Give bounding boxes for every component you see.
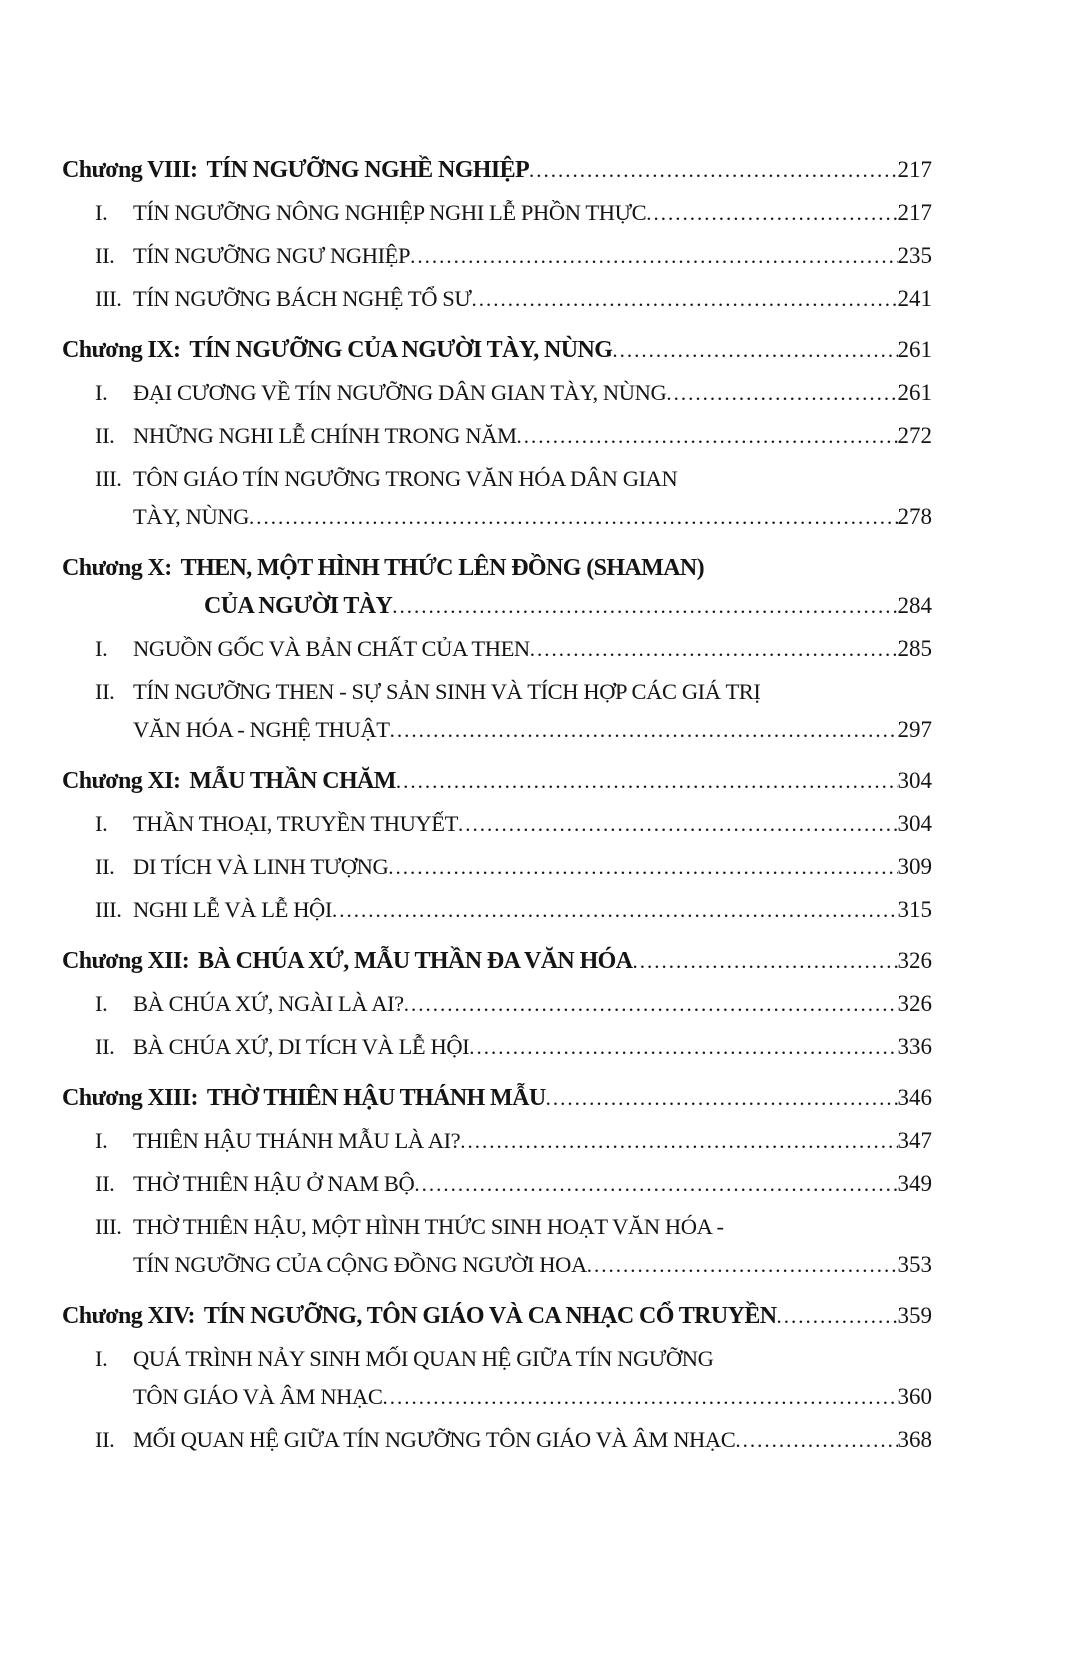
item-numeral: III. xyxy=(95,466,122,491)
dot-leader xyxy=(517,417,898,455)
dot-leader xyxy=(632,942,897,980)
chapter-title: TÍN NGƯỠNG, TÔN GIÁO VÀ CA NHẠC CỔ TRUYỀN xyxy=(203,1303,777,1329)
page-number: 217 xyxy=(897,157,932,182)
table-of-contents xyxy=(62,138,932,1464)
page-number: 309 xyxy=(897,854,932,879)
item-title: NGUỒN GỐC VÀ BẢN CHẤT CỦA THEN xyxy=(133,636,530,661)
chapter-prefix: Chương XI: xyxy=(62,768,181,794)
item-numeral: I. xyxy=(95,636,108,661)
dot-leader xyxy=(382,1378,897,1416)
dot-leader xyxy=(392,587,897,625)
toc-item-entry xyxy=(62,630,932,668)
toc-item-entry xyxy=(62,237,932,275)
page-number: 359 xyxy=(897,1303,932,1328)
page-number: 315 xyxy=(897,897,932,922)
chapter-title: MẪU THẦN CHĂM xyxy=(189,768,396,794)
page-number: 217 xyxy=(897,200,932,225)
page-number: 336 xyxy=(897,1034,932,1059)
item-numeral: I. xyxy=(95,1346,108,1371)
item-title: TÍN NGƯỠNG NÔNG NGHIỆP NGHI LỄ PHỒN THỰC xyxy=(133,200,647,225)
toc-item-entry xyxy=(62,985,932,1023)
dot-leader xyxy=(404,985,898,1023)
dot-leader xyxy=(390,711,898,749)
dot-leader xyxy=(529,151,897,189)
item-numeral: I. xyxy=(95,380,108,405)
toc-item-entry xyxy=(62,1208,932,1284)
item-title: NGHI LỄ VÀ LỄ HỘI xyxy=(133,897,332,922)
item-title: QUÁ TRÌNH NẢY SINH MỐI QUAN HỆ GIỮA TÍN NGƯỠNG xyxy=(133,1346,714,1371)
item-title-continuation: TÔN GIÁO VÀ ÂM NHẠC xyxy=(133,1384,383,1409)
toc-item-entry xyxy=(62,1165,932,1203)
page-number: 261 xyxy=(897,337,932,362)
dot-leader xyxy=(735,1421,897,1459)
dot-leader xyxy=(388,848,897,886)
chapter-prefix: Chương IX: xyxy=(62,337,181,363)
item-title-continuation: TÀY, NÙNG xyxy=(133,504,249,529)
dot-leader xyxy=(777,1297,898,1335)
item-numeral: II. xyxy=(95,679,115,704)
dot-leader xyxy=(530,630,898,668)
dot-leader xyxy=(546,1079,898,1117)
toc-item-entry xyxy=(62,1421,932,1459)
toc-item-entry xyxy=(62,280,932,318)
item-numeral: I. xyxy=(95,991,108,1016)
page-number: 346 xyxy=(897,1085,932,1110)
item-numeral: I. xyxy=(95,200,108,225)
page-number: 297 xyxy=(897,717,932,742)
item-numeral: II. xyxy=(95,243,115,268)
toc-chapter-entry xyxy=(62,1297,932,1335)
dot-leader xyxy=(471,280,897,318)
toc-item-entry xyxy=(62,417,932,455)
page-number: 278 xyxy=(897,504,932,529)
dot-leader xyxy=(469,1028,897,1066)
page-number: 304 xyxy=(897,768,932,793)
toc-item-entry xyxy=(62,848,932,886)
page-number: 304 xyxy=(897,811,932,836)
toc-chapter-entry xyxy=(62,331,932,369)
dot-leader xyxy=(249,498,898,536)
dot-leader xyxy=(612,331,897,369)
item-title: BÀ CHÚA XỨ, DI TÍCH VÀ LỄ HỘI xyxy=(133,1034,470,1059)
chapter-title: THEN, MỘT HÌNH THỨC LÊN ĐỒNG (SHAMAN) xyxy=(180,555,705,581)
chapter-title: TÍN NGƯỠNG NGHỀ NGHIỆP xyxy=(206,157,530,183)
page-number: 235 xyxy=(897,243,932,268)
dot-leader xyxy=(646,194,897,232)
chapter-title: BÀ CHÚA XỨ, MẪU THẦN ĐA VĂN HÓA xyxy=(198,948,633,974)
item-title: THỜ THIÊN HẬU, MỘT HÌNH THỨC SINH HOẠT VĂN HÓA - xyxy=(133,1214,724,1239)
dot-leader xyxy=(458,805,898,843)
page-number: 285 xyxy=(897,636,932,661)
dot-leader xyxy=(460,1122,897,1160)
item-title-continuation: VĂN HÓA - NGHỆ THUẬT xyxy=(133,717,390,742)
page-number: 272 xyxy=(897,423,932,448)
item-numeral: II. xyxy=(95,1171,115,1196)
chapter-title: TÍN NGƯỠNG CỦA NGƯỜI TÀY, NÙNG xyxy=(189,337,613,363)
toc-item-entry xyxy=(62,460,932,536)
chapter-title: THỜ THIÊN HẬU THÁNH MẪU xyxy=(206,1085,546,1111)
toc-chapter-entry xyxy=(62,549,932,625)
item-numeral: I. xyxy=(95,1128,108,1153)
dot-leader xyxy=(332,891,898,929)
toc-item-entry xyxy=(62,1028,932,1066)
page-number: 368 xyxy=(897,1427,932,1452)
chapter-title-continuation: CỦA NGƯỜI TÀY xyxy=(204,593,393,619)
toc-item-entry xyxy=(62,1122,932,1160)
item-title: TÍN NGƯỠNG THEN - SỰ SẢN SINH VÀ TÍCH HỢP CÁC GIÁ TRỊ xyxy=(133,679,761,704)
item-title: THẦN THOẠI, TRUYỀN THUYẾT xyxy=(133,811,458,836)
page-number: 349 xyxy=(897,1171,932,1196)
chapter-prefix: Chương X: xyxy=(62,555,172,581)
item-numeral: II. xyxy=(95,423,115,448)
toc-chapter-entry xyxy=(62,942,932,980)
item-title: TÍN NGƯỠNG NGƯ NGHIỆP xyxy=(133,243,411,268)
chapter-prefix: Chương XIII: xyxy=(62,1085,198,1111)
toc-chapter-entry xyxy=(62,1079,932,1117)
dot-leader xyxy=(410,237,897,275)
dot-leader xyxy=(414,1165,897,1203)
page-number: 241 xyxy=(897,286,932,311)
item-title: ĐẠI CƯƠNG VỀ TÍN NGƯỠNG DÂN GIAN TÀY, NÙNG xyxy=(133,380,667,405)
item-title: TÍN NGƯỠNG BÁCH NGHỆ TỔ SƯ xyxy=(133,286,472,311)
page-number: 353 xyxy=(897,1252,932,1277)
page-number: 326 xyxy=(897,948,932,973)
page-number: 326 xyxy=(897,991,932,1016)
toc-item-entry xyxy=(62,1340,932,1416)
dot-leader xyxy=(587,1246,898,1284)
item-title: BÀ CHÚA XỨ, NGÀI LÀ AI? xyxy=(133,991,404,1016)
item-numeral: III. xyxy=(95,1214,122,1239)
page-number: 284 xyxy=(897,593,932,618)
item-numeral: I. xyxy=(95,811,108,836)
item-numeral: III. xyxy=(95,897,122,922)
item-title: NHỮNG NGHI LỄ CHÍNH TRONG NĂM xyxy=(133,423,517,448)
chapter-prefix: Chương XIV: xyxy=(62,1303,195,1329)
toc-chapter-entry xyxy=(62,151,932,189)
item-numeral: III. xyxy=(95,286,122,311)
item-numeral: II. xyxy=(95,854,115,879)
item-title: MỐI QUAN HỆ GIỮA TÍN NGƯỠNG TÔN GIÁO VÀ ÂM NHẠC xyxy=(133,1427,736,1452)
item-title: TÔN GIÁO TÍN NGƯỠNG TRONG VĂN HÓA DÂN GIAN xyxy=(133,466,678,491)
toc-item-entry xyxy=(62,374,932,412)
page-number: 261 xyxy=(897,380,932,405)
item-title-continuation: TÍN NGƯỠNG CỦA CỘNG ĐỒNG NGƯỜI HOA xyxy=(133,1252,587,1277)
toc-item-entry xyxy=(62,805,932,843)
page-number: 347 xyxy=(897,1128,932,1153)
toc-item-entry xyxy=(62,673,932,749)
dot-leader xyxy=(666,374,897,412)
chapter-prefix: Chương XII: xyxy=(62,948,190,974)
toc-item-entry xyxy=(62,194,932,232)
item-title: THIÊN HẬU THÁNH MẪU LÀ AI? xyxy=(133,1128,461,1153)
page-number: 360 xyxy=(897,1384,932,1409)
toc-item-entry xyxy=(62,891,932,929)
item-numeral: II. xyxy=(95,1427,115,1452)
item-title: THỜ THIÊN HẬU Ở NAM BỘ xyxy=(133,1171,415,1196)
item-title: DI TÍCH VÀ LINH TƯỢNG xyxy=(133,854,389,879)
toc-chapter-entry xyxy=(62,762,932,800)
item-numeral: II. xyxy=(95,1034,115,1059)
chapter-prefix: Chương VIII: xyxy=(62,157,198,183)
dot-leader xyxy=(396,762,898,800)
